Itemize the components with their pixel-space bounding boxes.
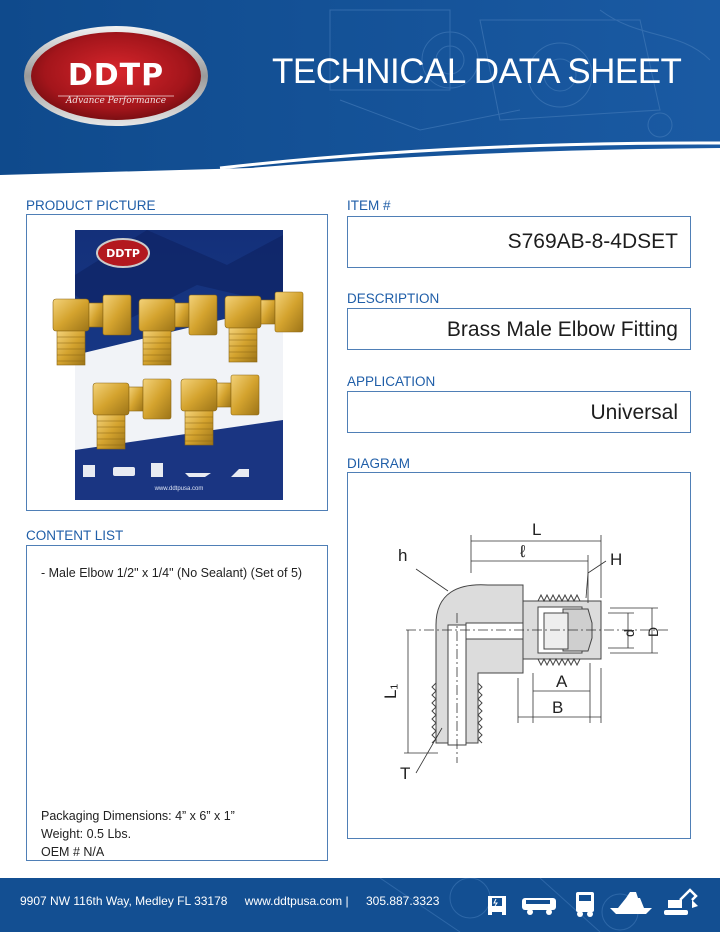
bus-icon — [520, 886, 560, 920]
description-box — [347, 308, 691, 350]
dim-L: L — [532, 520, 542, 539]
product-picture-label: PRODUCT PICTURE — [26, 198, 156, 213]
item-number: S769AB-8-4DSET — [507, 230, 678, 253]
company-logo[interactable] — [26, 26, 206, 126]
weight: Weight: 0.5 Lbs. — [41, 827, 132, 841]
content-item: - Male Elbow 1/2" x 1/4" (No Sealant) (Set of 5) — [41, 566, 303, 580]
dim-d: d — [621, 629, 637, 637]
fitting-diagram — [348, 473, 690, 838]
dim-h: h — [398, 546, 408, 565]
dim-l: ℓ — [520, 542, 526, 561]
footer-website[interactable]: www.ddtpusa.com | — [244, 894, 349, 908]
packaging-dimensions: Packaging Dimensions: 4” x 6” x 1” — [41, 809, 235, 823]
dim-H: H — [610, 550, 623, 569]
diagram-box — [347, 472, 691, 839]
dim-T: T — [400, 764, 411, 783]
truck-icon — [572, 886, 598, 920]
excavator-icon — [660, 886, 700, 920]
logo-tagline: Advance Performance — [65, 96, 167, 106]
generator-icon — [484, 886, 510, 920]
content-list-box — [26, 545, 328, 861]
item-box — [347, 216, 691, 268]
diagram-label: DIAGRAM — [347, 456, 411, 471]
description-value: Brass Male Elbow Fitting — [446, 318, 678, 341]
dim-A: A — [556, 672, 568, 691]
dim-L1: L₁ — [381, 683, 400, 699]
dim-B: B — [552, 698, 564, 717]
page-title: TECHNICAL DATA SHEET — [272, 52, 682, 91]
footer-contact — [20, 894, 453, 908]
product-image — [27, 215, 327, 510]
application-label: APPLICATION — [347, 374, 436, 389]
application-box — [347, 391, 691, 433]
application-value: Universal — [590, 401, 678, 424]
oem-number: OEM # N/A — [41, 845, 105, 859]
item-label: ITEM # — [347, 198, 391, 213]
package-logo-text: DDTP — [106, 247, 140, 260]
dim-D: D — [645, 626, 661, 637]
header-banner — [0, 0, 720, 175]
package-url: www.ddtpusa.com — [154, 486, 204, 492]
description-label: DESCRIPTION — [347, 291, 440, 306]
boat-icon — [608, 886, 654, 920]
content-list-label: CONTENT LIST — [26, 528, 124, 543]
product-picture-box — [26, 214, 328, 511]
footer — [0, 878, 720, 932]
footer-address: 9907 NW 116th Way, Medley FL 33178 — [20, 894, 228, 908]
footer-phone[interactable]: 305.887.3323 — [365, 894, 440, 908]
logo-text: DDTP — [67, 58, 165, 93]
